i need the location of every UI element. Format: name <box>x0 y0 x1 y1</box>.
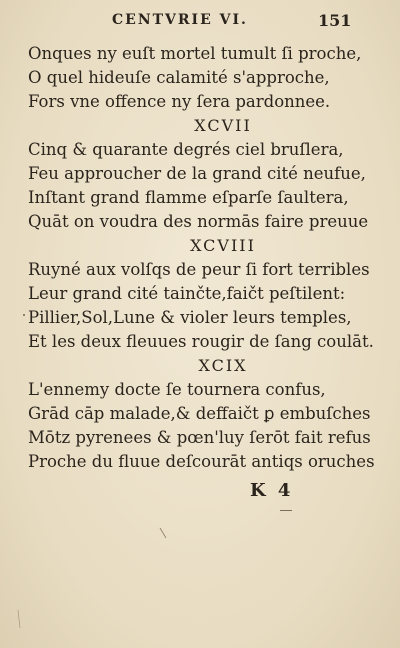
verse-line: Leur grand cité tainčte,faičt peſtilent: <box>28 284 346 303</box>
verse-line: Inſtant grand flamme eſparſe ſaultera, <box>28 188 349 207</box>
verse-line: Cinq & quarante degrés ciel bruſlera, <box>28 140 344 159</box>
page-number: 151 <box>318 11 352 30</box>
running-head: CENTVRIE VI. <box>112 12 248 28</box>
quatrain-number: XCVII <box>194 116 252 135</box>
paper-speck <box>23 314 25 316</box>
verse-line: Pillier,Sol,Lune & violer leurs temples, <box>28 308 352 327</box>
ink-mark <box>280 510 292 511</box>
verse-line: L'ennemy docte ſe tournera confus, <box>28 380 326 399</box>
verse-line: O quel hideuſe calamité s'approche, <box>28 68 330 87</box>
verse-line: Proche du fluue deſcourāt antiqs oruches <box>28 452 375 471</box>
verse-text <box>28 42 378 474</box>
signature-mark: K 4 <box>250 480 294 501</box>
verse-line: Feu approucher de la grand cité neufue, <box>28 164 366 183</box>
verse-line: Et les deux fleuues rougir de ſang coulāt. <box>28 332 374 351</box>
quatrain-number: XCIX <box>198 356 248 375</box>
verse-line: Onques ny euſt mortel tumult ſi proche, <box>28 44 362 63</box>
quatrain-number: XCVIII <box>190 236 256 255</box>
verse-line: Ruyné aux volſqs de peur ſi fort terribles <box>28 260 370 279</box>
verse-line: Grād cāp malade,& deffaičt ꝑ embuſches <box>28 404 371 423</box>
paper-speck <box>18 610 20 628</box>
verse-line: Fors vne offence ny ſera pardonnee. <box>28 92 331 111</box>
verse-line: Mōtz pyrenees & pœn'luy ſerōt fait refus <box>28 428 371 447</box>
page-header <box>0 6 400 36</box>
paper-speck <box>160 528 166 538</box>
verse-line: Quāt on voudra des normās faire preuue <box>28 212 369 231</box>
